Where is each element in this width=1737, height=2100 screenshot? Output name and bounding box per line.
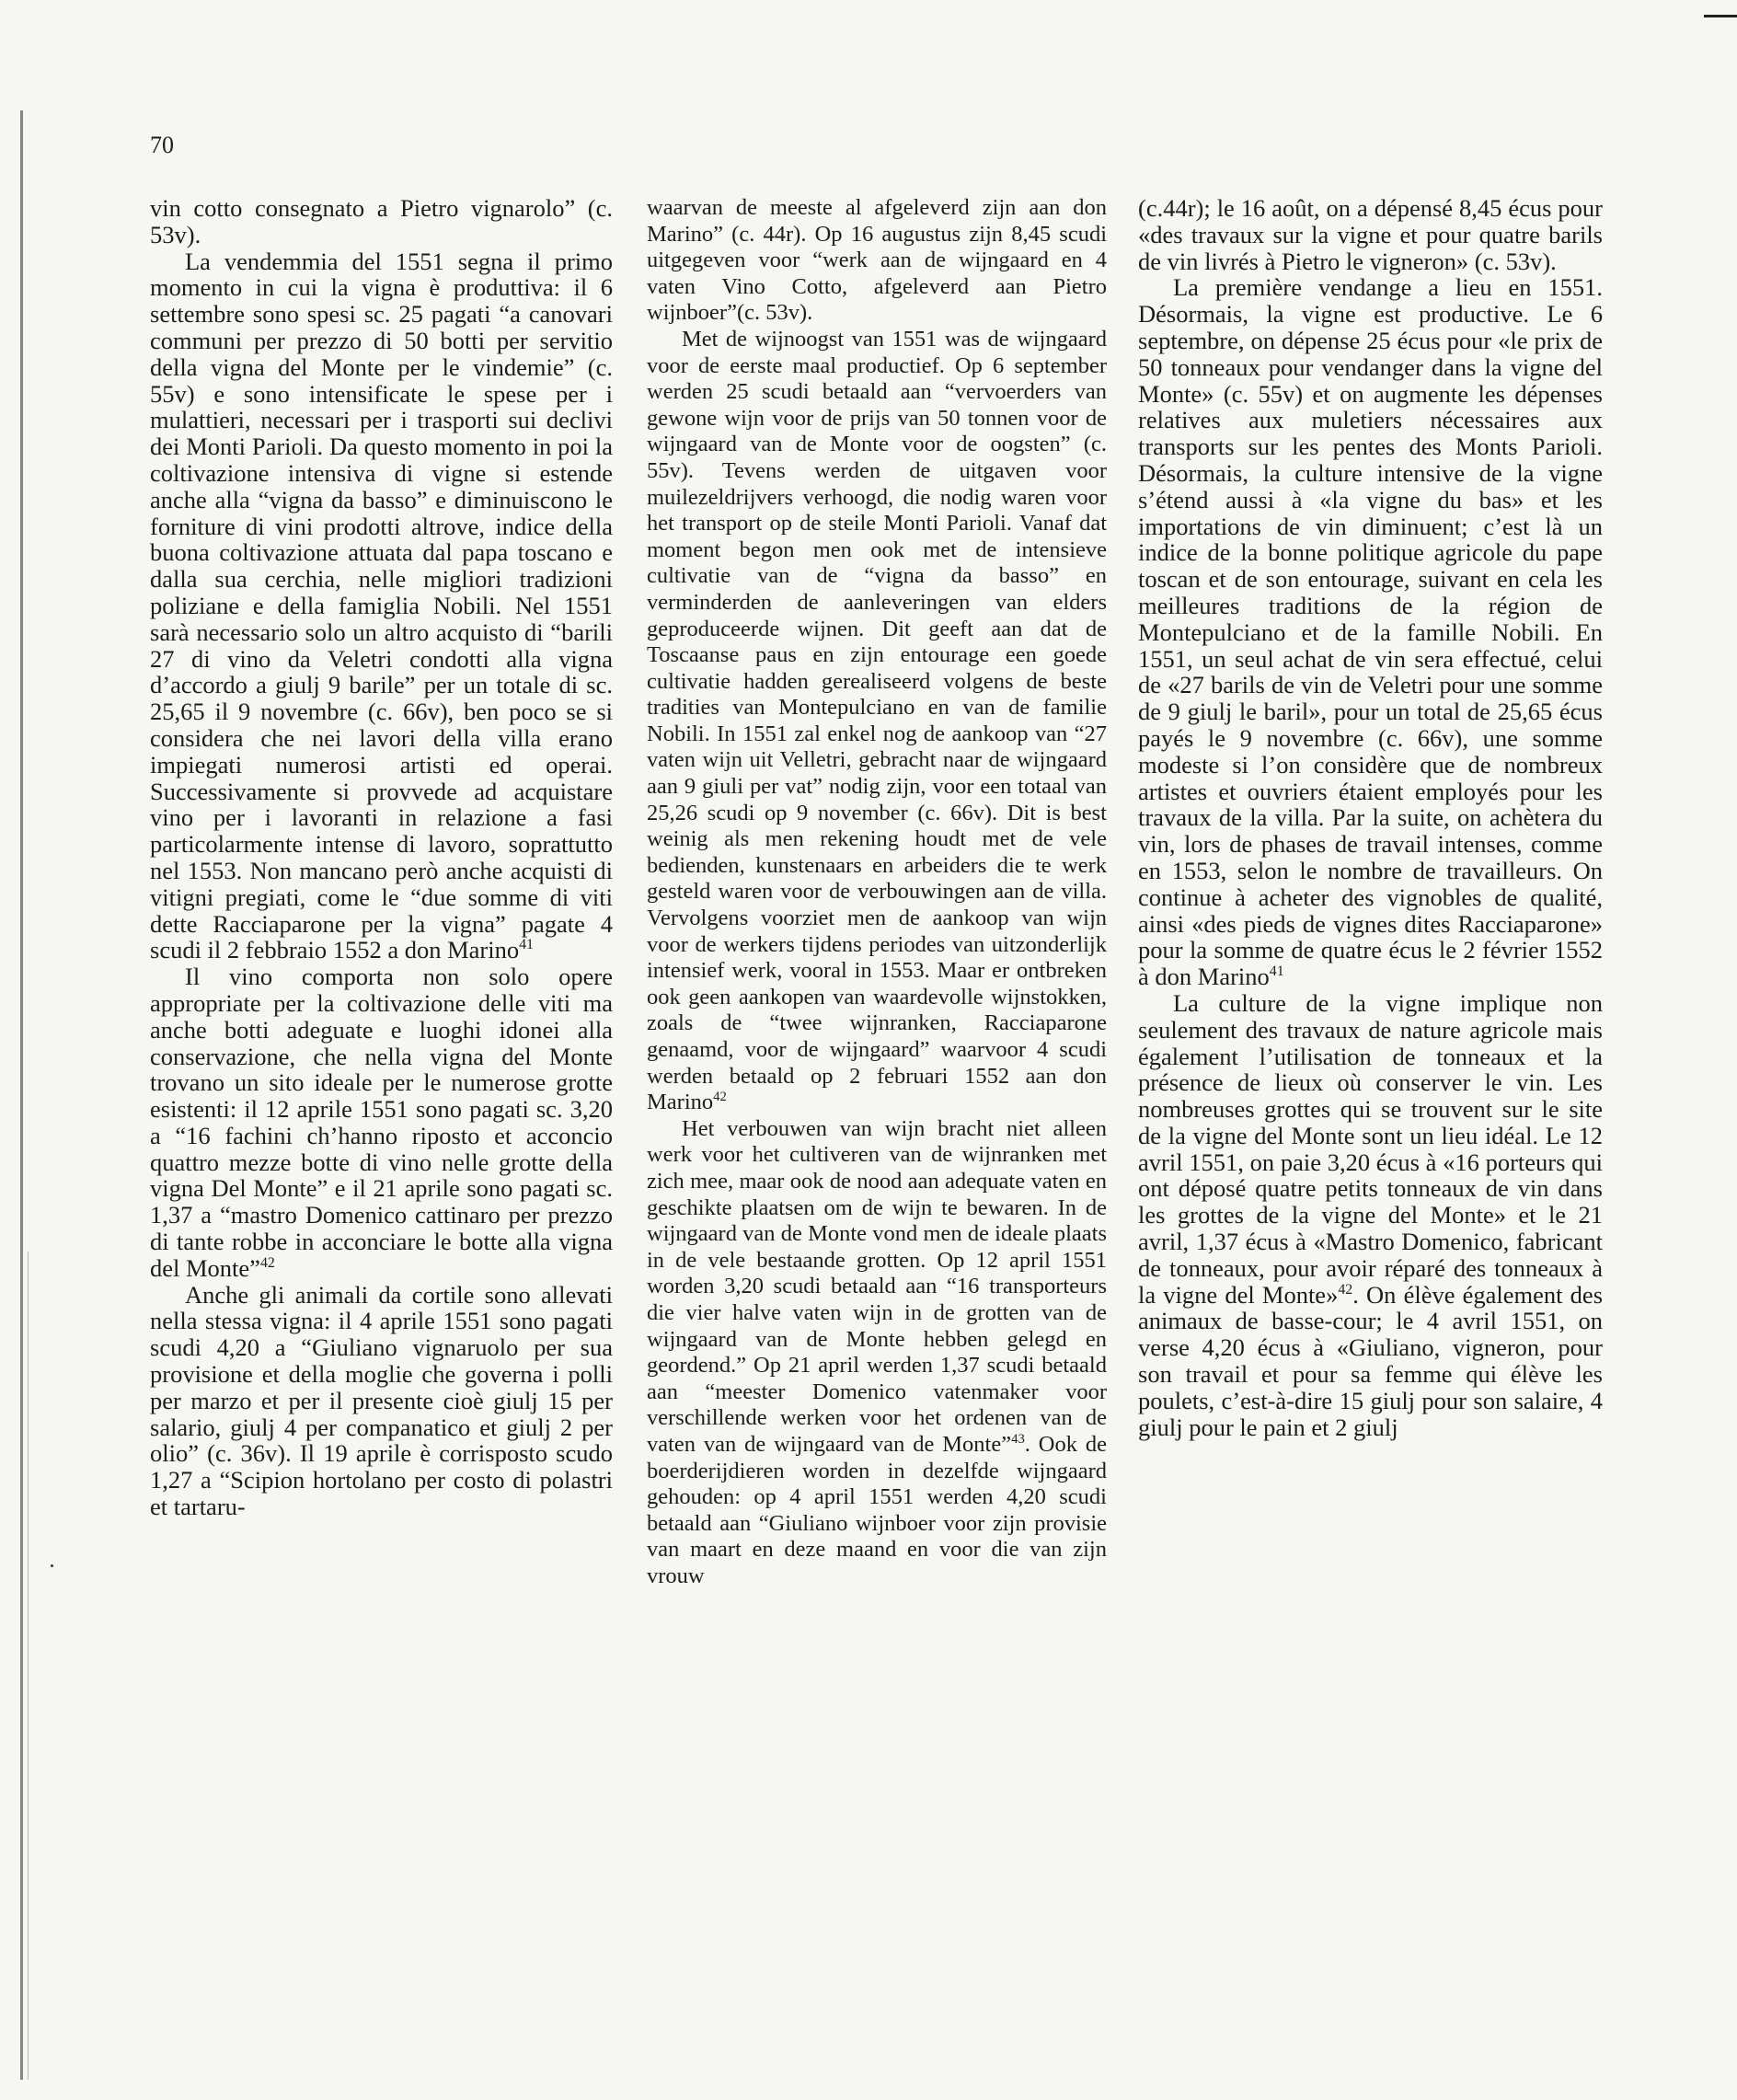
page-number: 70: [150, 132, 174, 158]
footnote-ref: 42: [713, 1090, 727, 1105]
italian-column: [150, 195, 613, 1520]
scan-speck: [51, 1564, 53, 1567]
french-column: [1138, 195, 1603, 1440]
french-paragraph-tail: . On élève également des animaux de basse-cour; le 4 avril 1551, on verse 4,20 écus à «Giuliano, vigneron, pour son travail et pour sa femme qui élève les poulets, c’est-à-dire 15 giulj pour son salaire, 4 giulj pour le pain et 2 giulj: [1138, 1280, 1604, 1441]
french-paragraph: [1138, 274, 1603, 990]
french-paragraph-text: La première vendange a lieu en 1551. Désormais, la vigne est productive. Le 6 septembre, on dépense 25 écus pour «le prix de 50 tonneaux pour vendanger dans la vigne del Monte» (c. 55v) et on augmente les dépenses relatives aux muletiers nécessaires aux transports sur les pentes des Monts Parioli. Désormais, la culture intensive de la vigne s’étend aussi à «la vigne du bas» et les importations de vin diminuent; c’est là un indice de la bonne politique agricole du pape toscan et de son entourage, suivant en cela les meilleures traditions de la région de Montepulciano et de la famille Nobili. En 1551, un seul achat de vin sera effectué, celui de «27 barils de vin de Veletri pour une somme de 9 giulj le baril», pour un total de 25,65 écus payés le 9 novembre (c. 66v), une somme modeste si l’on considère que de nombreux artistes et ouvriers étaient employés pour les travaux de la villa. Par la suite, on achètera du vin, lors de phases de travail intenses, comme en 1553, selon le nombre de travailleurs. On continue à acheter des vignobles de qualité, ainsi «des pieds de vignes dites Racciaparone» pour la somme de quatre écus le 2 février 1552 à don Marino: [1138, 273, 1603, 991]
italian-paragraph-text: La vendemmia del 1551 segna il primo momento in cui la vigna è produttiva: il 6 settembre sono spesi sc. 25 pagati “a canovari communi per prezzo di 50 botti per servitio della vigna del Monte per le vindemie” (c. 55v) e sono intensificate le spese per i mulattieri, necessari per i trasporti sui declivi dei Monti Parioli. Da questo momento in poi la coltivazione intensiva di vigne si estende anche alla “vigna da basso” e diminuiscono le forniture di vini prodotti altrove, indice della buona coltivazione attuata dal papa toscano e dalla sua cerchia, nelle migliori tradizioni poliziane e della famiglia Nobili. Nel 1551 sarà necessario solo un altro acquisto di “barili 27 di vino da Veletri condotti alla vigna d’accordo a giulj 9 barile” per un totale di sc. 25,65 il 9 novembre (c. 66v), ben poco se si considera che nei lavori della villa erano impiegati numerosi artisti ed operai. Successivamente si provvede ad acquistare vino per i lavoranti in relazione a fasi particolarmente intense di lavoro, soprattutto nel 1553. Non mancano però anche acquisti di vitigni pregiati, come le “due somme di viti dette Racciaparone per la vigna” pagate 4 scudi il 2 febbraio 1552 a don Marino: [150, 247, 613, 964]
dutch-paragraph: [647, 327, 1107, 1116]
italian-paragraph-text: Il vino comporta non solo opere appropriate per la coltivazione delle viti ma anche botti adeguate e luoghi idonei alla conservazione, che nella vigna del Monte trovano un sito ideale per le numerose grotte esistenti: il 12 aprile 1551 sono pagati sc. 3,20 a “16 fachini ch’hanno riposto et acconcio quattro mezze botte di vino nelle grotte della vigna Del Monte” e il 21 aprile sono pagati sc. 1,37 a “mastro Domenico cattinaro per prezzo di tante robbe in acconciare le botte alla vigna del Monte”: [150, 963, 613, 1282]
footnote-ref: 41: [1269, 963, 1284, 980]
french-paragraph-text: (c.44r); le 16 août, on a dépensé 8,45 écus pour «des travaux sur la vigne et pour quatre barils de vin livrés à Pietro le vigneron» (c. 53v).: [1138, 194, 1603, 275]
french-paragraph: [1138, 990, 1603, 1441]
french-paragraph-text: La culture de la vigne implique non seulement des travaux de nature agricole mais également l’utilisation de tonneaux et la présence de lieux où conserver le vin. Les nombreuses grottes qui se trouvent sur le site de la vigne del Monte sont un lieu idéal. Le 12 avril 1551, on paie 3,20 écus à «16 porteurs qui ont déposé quatre petits tonneaux de vin dans les grottes de la vigne del Monte» et le 21 avril, 1,37 écus à «Mastro Domenico, fabricant de tonneaux, pour avoir réparé des tonneaux à la vigne del Monte»: [1138, 988, 1603, 1309]
dutch-paragraph-text: waarvan de meeste al afgeleverd zijn aan don Marino” (c. 44r). Op 16 augustus zijn 8,45 scudi uitgegeven voor “werk aan de wijngaard en 4 vaten Vino Cotto, afgeleverd aan Pietro wijnboer”(c. 53v).: [647, 195, 1107, 326]
footnote-ref: 42: [259, 1255, 275, 1272]
dutch-paragraph: [647, 195, 1107, 327]
italian-paragraph: [150, 248, 613, 964]
dutch-column: [647, 195, 1107, 1589]
italian-paragraph: [150, 963, 613, 1282]
italian-paragraph-text: Anche gli animali da cortile sono allevati nella stessa vigna: il 4 aprile 1551 sono pagati scudi 4,20 a “Giuliano vignaruolo per sua provisione et della moglie che governa i polli per marzo et per il presente cioè giulj 15 per salario, giulj 4 per companatico et giulj 2 per olio” (c. 36v). Il 19 aprile è corrisposto scudo 1,27 a “Scipion hortolano per costo di polastri et tartaru-: [150, 1280, 613, 1521]
italian-paragraph: [150, 195, 613, 248]
binding-edge-inner: [28, 1252, 29, 2080]
dutch-paragraph-text: Het verbouwen van wijn bracht niet alleen werk voor het cultiveren van de wijnranken met zich mee, maar ook de nood aan adequate vaten en geschikte plaatsen om de wijn te bewaren. In de wijngaard van de Monte vond men de ideale plaats in de vele bestaande grotten. Op 12 april 1551 worden 3,20 scudi betaald aan “16 transporteurs die vier halve vaten wijn in de grotten van de wijngaard van de Monte hebben gelegd en geordend.” Op 21 april werden 1,37 scudi betaald aan “meester Domenico vatenmaker voor verschillende werken voor het ordenen van de vaten van de wijngaard van de Monte”: [647, 1115, 1107, 1457]
footnote-ref: 42: [1338, 1281, 1353, 1298]
corner-mark: [1704, 15, 1737, 17]
dutch-paragraph-text: Met de wijnoogst van 1551 was de wijngaard voor de eerste maal productief. Op 6 september werden 25 scudi betaald aan “vervoerders van gewone wijn voor de prijs van 50 tonnen voor de wijngaard van de Monte voor de oogsten” (c. 55v). Tevens werden de uitgaven voor muilezeldrijvers verhoogd, die nodig waren voor het transport op de steile Monti Parioli. Vanaf dat moment begon men ook met de intensieve cultivatie van de “vigna da basso” en verminderden de aanleveringen van elders geproduceerde wijnen. Dit geeft aan dat de Toscaanse paus en zijn entourage een goede cultivatie hadden gerealiseerd volgens de beste tradities van Montepulciano en van de familie Nobili. In 1551 zal enkel nog de aankoop van “27 vaten wijn uit Velletri, gebracht naar de wijngaard aan 9 giuli per vat” nodig zijn, voor een totaal van 25,26 scudi op 9 november (c. 66v). Dit is best weinig als men rekening houdt met de vele bedienden, kunstenaars en arbeiders die te werk gesteld waren voor de verbouwingen aan de villa. Vervolgens voorziet men de aankoop van wijn voor de werkers tijdens periodes van uitzonderlijk intensief werk, vooral in 1553. Maar er ontbreken ook geen aankopen van waardevolle wijnstokken, zoals de “twee wijnranken, Racciaparone genaamd, voor de wijngaard” waarvoor 4 scudi werden betaald op 2 februari 1552 aan don Marino: [647, 326, 1107, 1115]
italian-paragraph-text: vin cotto consegnato a Pietro vignarolo” (c. 53v).: [150, 194, 613, 248]
dutch-paragraph: [647, 1116, 1107, 1590]
footnote-ref: 41: [519, 937, 534, 953]
footnote-ref: 43: [1011, 1431, 1025, 1447]
binding-edge: [20, 110, 23, 2080]
italian-paragraph: [150, 1282, 613, 1520]
dutch-paragraph-tail: . Ook de boerderijdieren worden in dezelfde wijngaard gehouden: op 4 april 1551 werden 4,20 scudi betaald aan “Giuliano wijnboer voor zijn provisie van maart en deze maand en voor die van zijn vrouw: [647, 1431, 1107, 1588]
french-paragraph: [1138, 195, 1603, 274]
